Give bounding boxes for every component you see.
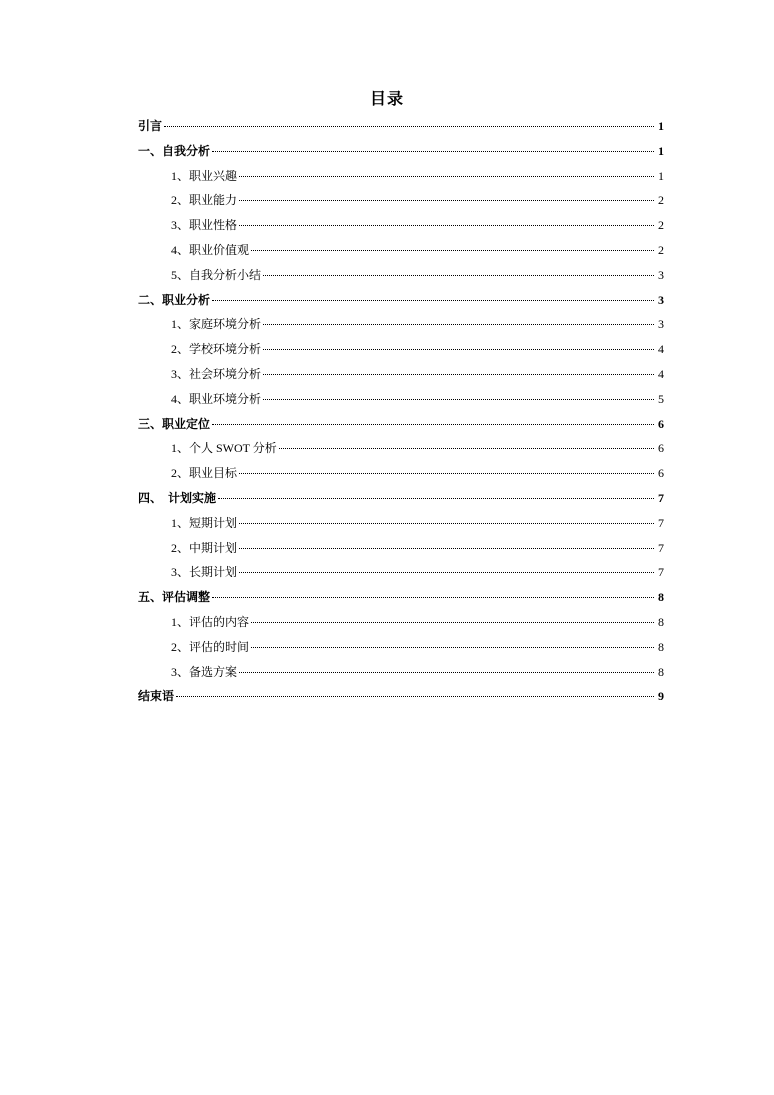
toc-page-number: 6	[658, 416, 664, 431]
toc-dot-leader	[239, 473, 654, 474]
toc-entry-label: 二、职业分析	[138, 292, 211, 307]
toc-entry-label: 四、 计划实施	[138, 490, 217, 505]
toc-dot-leader	[212, 424, 654, 425]
toc-chapter-entry[interactable]	[138, 684, 664, 709]
toc-section-entry[interactable]	[138, 213, 664, 238]
toc-page-number: 5	[658, 391, 664, 406]
toc-page-number: 7	[658, 490, 664, 505]
toc-page-number: 3	[658, 267, 664, 282]
toc-entry-label: 2、评估的时间	[171, 639, 250, 654]
toc-chapter-entry[interactable]	[138, 139, 664, 164]
toc-section-entry[interactable]	[138, 312, 664, 337]
toc-chapter-entry[interactable]	[138, 288, 664, 313]
toc-dot-leader	[263, 349, 654, 350]
toc-dot-leader	[251, 622, 654, 623]
toc-page-number: 7	[658, 540, 664, 555]
toc-section-entry[interactable]	[138, 387, 664, 412]
toc-entry-label: 1、个人 SWOT 分析	[171, 441, 277, 456]
toc-section-entry[interactable]	[138, 263, 664, 288]
toc-page-number: 2	[658, 242, 664, 257]
toc-entry-label: 2、职业能力	[171, 193, 238, 208]
toc-section-entry[interactable]	[138, 511, 664, 536]
toc-page-number: 4	[658, 342, 664, 357]
toc-entry-label: 2、中期计划	[171, 540, 238, 555]
toc-chapter-entry[interactable]	[138, 114, 664, 139]
toc-entry-label: 4、职业环境分析	[171, 391, 262, 406]
toc-dot-leader	[263, 324, 654, 325]
toc-page-number: 3	[658, 317, 664, 332]
toc-dot-leader	[239, 572, 654, 573]
toc-dot-leader	[176, 696, 654, 697]
toc-section-entry[interactable]	[138, 635, 664, 660]
toc-section-entry[interactable]	[138, 238, 664, 263]
toc-page-number: 1	[658, 168, 664, 183]
toc-entry-label: 一、自我分析	[138, 143, 211, 158]
toc-dot-leader	[212, 597, 654, 598]
toc-page-number: 7	[658, 515, 664, 530]
toc-dot-leader	[263, 399, 654, 400]
toc-page-number: 1	[658, 119, 664, 133]
toc-section-entry[interactable]	[138, 461, 664, 486]
toc-dot-leader	[251, 250, 654, 251]
toc-page-number: 8	[658, 639, 664, 654]
toc-section-entry[interactable]	[138, 337, 664, 362]
toc-page-number: 8	[658, 664, 664, 679]
toc-section-entry[interactable]	[138, 536, 664, 561]
toc-title: 目录	[369, 91, 404, 108]
toc-page-number: 3	[658, 292, 664, 307]
toc-entry-label: 引言	[138, 119, 163, 133]
table-of-contents	[138, 114, 664, 709]
toc-entry-label: 3、职业性格	[171, 218, 238, 233]
toc-section-entry[interactable]	[138, 436, 664, 461]
toc-section-entry[interactable]	[138, 560, 664, 585]
toc-entry-label: 1、职业兴趣	[171, 168, 238, 183]
toc-dot-leader	[263, 374, 654, 375]
toc-chapter-entry[interactable]	[138, 585, 664, 610]
toc-entry-label: 2、职业目标	[171, 466, 238, 481]
toc-dot-leader	[218, 498, 654, 499]
toc-dot-leader	[239, 176, 654, 177]
toc-page-number: 6	[658, 466, 664, 481]
toc-section-entry[interactable]	[138, 660, 664, 685]
toc-dot-leader	[263, 275, 654, 276]
toc-entry-label: 3、备选方案	[171, 664, 238, 679]
toc-page-number: 8	[658, 590, 664, 605]
toc-dot-leader	[239, 523, 654, 524]
toc-dot-leader	[239, 225, 654, 226]
toc-entry-label: 三、职业定位	[138, 416, 211, 431]
toc-entry-label: 五、评估调整	[138, 590, 211, 605]
toc-dot-leader	[212, 151, 654, 152]
toc-entry-label: 结束语	[138, 689, 175, 704]
toc-section-entry[interactable]	[138, 362, 664, 387]
toc-chapter-entry[interactable]	[138, 486, 664, 511]
toc-page-number: 7	[658, 565, 664, 580]
toc-dot-leader	[212, 300, 654, 301]
toc-entry-label: 4、职业价值观	[171, 242, 250, 257]
toc-page-number: 4	[658, 366, 664, 381]
toc-entry-label: 1、家庭环境分析	[171, 317, 262, 332]
toc-section-entry[interactable]	[138, 188, 664, 213]
toc-dot-leader	[251, 647, 654, 648]
toc-entry-label: 2、学校环境分析	[171, 342, 262, 357]
toc-section-entry[interactable]	[138, 610, 664, 635]
toc-page-number: 8	[658, 614, 664, 629]
toc-dot-leader	[239, 672, 654, 673]
toc-section-entry[interactable]	[138, 164, 664, 189]
toc-page-number: 1	[658, 143, 664, 158]
toc-entry-label: 3、社会环境分析	[171, 366, 262, 381]
toc-dot-leader	[239, 548, 654, 549]
toc-page-number: 2	[658, 218, 664, 233]
toc-entry-label: 5、自我分析小结	[171, 267, 262, 282]
toc-page-number: 6	[658, 441, 664, 456]
toc-dot-leader	[164, 126, 654, 127]
toc-dot-leader	[239, 200, 654, 201]
toc-entry-label: 3、长期计划	[171, 565, 238, 580]
toc-entry-label: 1、评估的内容	[171, 614, 250, 629]
toc-dot-leader	[279, 448, 654, 449]
toc-page-number: 2	[658, 193, 664, 208]
toc-entry-label: 1、短期计划	[171, 515, 238, 530]
toc-chapter-entry[interactable]	[138, 412, 664, 437]
toc-page-number: 9	[658, 689, 664, 704]
